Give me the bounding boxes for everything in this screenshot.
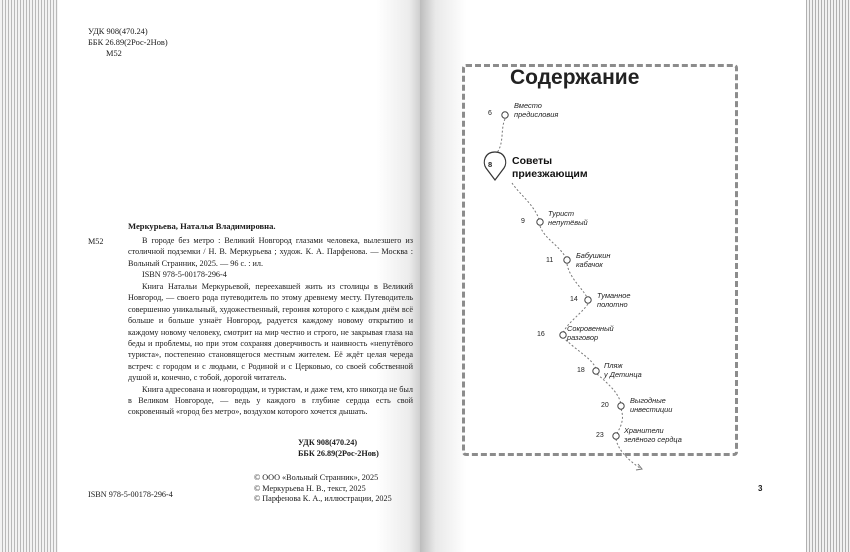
toc-entry: [624, 426, 682, 444]
toc-entry-line: разговор: [567, 333, 599, 342]
toc-entry-line: Вместо: [514, 101, 542, 110]
toc-entry-line: Хранители: [624, 426, 664, 435]
toc-entry-line: Турист: [548, 209, 575, 218]
toc-entry-line: Сокровенный: [567, 324, 614, 333]
udk-bottom-line: УДК 908(470.24): [298, 438, 358, 447]
copyright-illustrations: © Парфенова К. А., иллюстрации, 2025: [254, 494, 392, 504]
annotation-paragraph-2: Книга адресована и новгородцам, и туристам, и даже тем, кто никогда не был в Великом Новгороде, — ведь у каждого в глубине сердца есть свой сокровенный «город без метро», воздухом которого хочется дышать.: [128, 384, 413, 417]
isbn-line: ISBN 978-5-00178-296-4: [142, 270, 227, 280]
toc-entry-line: предисловия: [514, 110, 559, 119]
toc-section-title: [512, 155, 588, 181]
toc-entry: [630, 396, 672, 414]
toc-entry-line: Туманное: [597, 291, 631, 300]
toc-entry-line: Бабушкин: [576, 251, 611, 260]
toc-entry: [604, 361, 642, 379]
toc-entry-line: инвестиции: [630, 405, 673, 414]
toc-entry: [567, 324, 614, 342]
toc-section-line-2: приезжающим: [512, 168, 588, 180]
annotation-paragraph-1: Книга Натальи Меркурьевой, переехавшей жить из столицы в Великий Новгород, — своего рода путеводитель по этому древнему месту. Путеводитель совершенно уникальный, художественный, героиня которого с каждым днём всё больше и больше узнаёт Новгород, радуется каждому новому открытию и каждому новому человеку, смотрит на мир честно и строго, не закрывая глаза на беды и проблемы, но при этом сохраняя доверчивость и наивность «непутёвого туриста», постепенно становящегося местным жителем. Её ждёт целая череда встреч: с городом и с людьми, с Родиной и с Церковью, со своей собственной душой и, конечно, с тобой, дорогой читатель.: [128, 282, 413, 383]
toc-entry-page: 6: [488, 110, 492, 117]
bbk-line: ББК 26.89(2Рос-2Нов): [88, 38, 168, 47]
toc-section-page: 8: [488, 160, 493, 169]
author-code: М52: [88, 237, 104, 246]
toc-entry-line: Пляж: [604, 361, 623, 370]
toc-entry-page: 16: [537, 331, 545, 338]
toc-title: Содержание: [510, 66, 640, 89]
toc-entry: [514, 101, 558, 119]
toc-entry: [576, 251, 610, 269]
toc-entry-page: 11: [546, 257, 554, 264]
udk-line: УДК 908(470.24): [88, 27, 148, 36]
toc-entry-line: зелёного сердца: [624, 435, 682, 444]
toc-entry-page: 18: [577, 367, 585, 374]
toc-entry-line: у Детинца: [604, 370, 642, 379]
page-number: 3: [758, 484, 763, 493]
toc-entry-page: 14: [570, 296, 578, 303]
author-name: Меркурьева, Наталья Владимировна.: [128, 221, 276, 231]
toc-entry-line: полотно: [597, 300, 628, 309]
copyright-publisher: © ООО «Вольный Странник», 2025: [254, 473, 379, 482]
toc-entry-line: Выгодные: [630, 396, 666, 405]
toc-entry: [597, 291, 631, 309]
toc-entry-page: 9: [521, 218, 525, 225]
copyright-text: © Меркурьева Н. В., текст, 2025: [254, 483, 366, 493]
toc-entry: [548, 209, 588, 227]
toc-entry-page: 20: [601, 402, 609, 409]
toc-entry-line: кабачок: [576, 260, 603, 269]
isbn-bottom: ISBN 978-5-00178-296-4: [88, 490, 173, 499]
toc-section-line-1: Советы: [512, 155, 553, 167]
bibliographic-description: В городе без метро : Великий Новгород глазами человека, вылезшего из столичной подземки / Н. В. Меркурьева ; худож. К. А. Парфенова. — Москва : Вольный Странник, 2025. — 96 с. : ил.: [128, 236, 413, 268]
toc-entry-page: 23: [596, 432, 604, 439]
author-mark: М52: [106, 49, 122, 58]
toc-entry-line: непутёвый: [548, 218, 588, 227]
bbk-bottom-line: ББК 26.89(2Рос-2Нов): [298, 449, 379, 458]
